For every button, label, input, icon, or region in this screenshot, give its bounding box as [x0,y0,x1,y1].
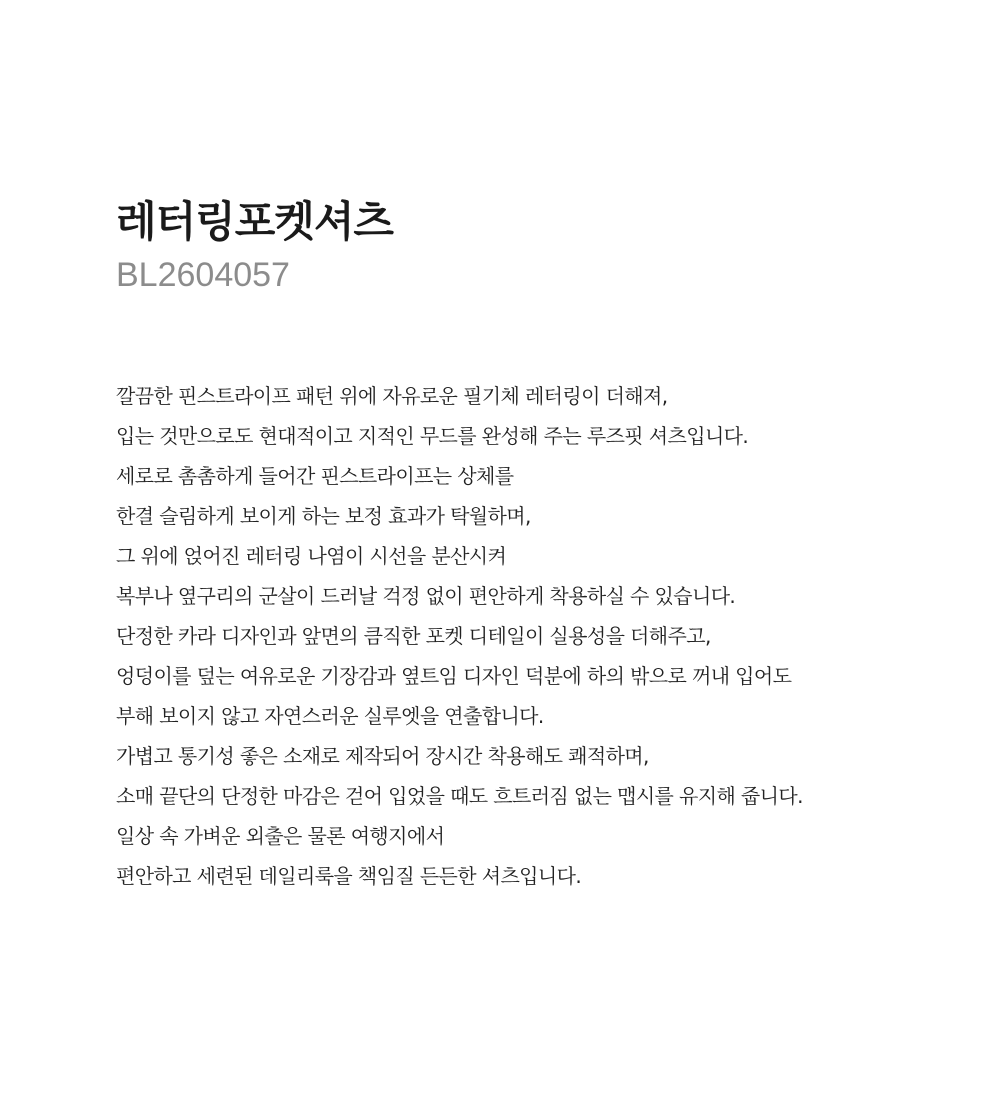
description-line: 소매 끝단의 단정한 마감은 걷어 입었을 때도 흐트러짐 없는 맵시를 유지해 줍니다. [116,784,803,808]
description-line: 단정한 카라 디자인과 앞면의 큼직한 포켓 디테일이 실용성을 더해주고, [116,624,711,648]
product-description [116,376,976,896]
description-line: 엉덩이를 덮는 여유로운 기장감과 옆트임 디자인 덕분에 하의 밖으로 꺼내 입어도 [116,664,792,688]
description-line: 입는 것만으로도 현대적이고 지적인 무드를 완성해 주는 루즈핏 셔츠입니다. [116,424,749,448]
description-line: 깔끔한 핀스트라이프 패턴 위에 자유로운 필기체 레터링이 더해져, [116,384,668,408]
description-line: 세로로 촘촘하게 들어간 핀스트라이프는 상체를 [116,464,514,488]
description-line: 가볍고 통기성 좋은 소재로 제작되어 장시간 착용해도 쾌적하며, [116,744,649,768]
description-line: 복부나 옆구리의 군살이 드러날 걱정 없이 편안하게 착용하실 수 있습니다. [116,584,736,608]
product-title: 레터링포켓셔츠 [116,197,394,246]
description-line: 그 위에 얹어진 레터링 나염이 시선을 분산시켜 [116,544,507,568]
description-line: 한결 슬림하게 보이게 하는 보정 효과가 탁월하며, [116,504,531,528]
product-info [116,196,976,896]
description-line: 일상 속 가벼운 외출은 물론 여행지에서 [116,824,445,848]
description-line: 부해 보이지 않고 자연스러운 실루엣을 연출합니다. [116,704,544,728]
description-line: 편안하고 세련된 데일리룩을 책임질 든든한 셔츠입니다. [116,864,582,888]
product-code: BL2604057 [116,256,290,294]
